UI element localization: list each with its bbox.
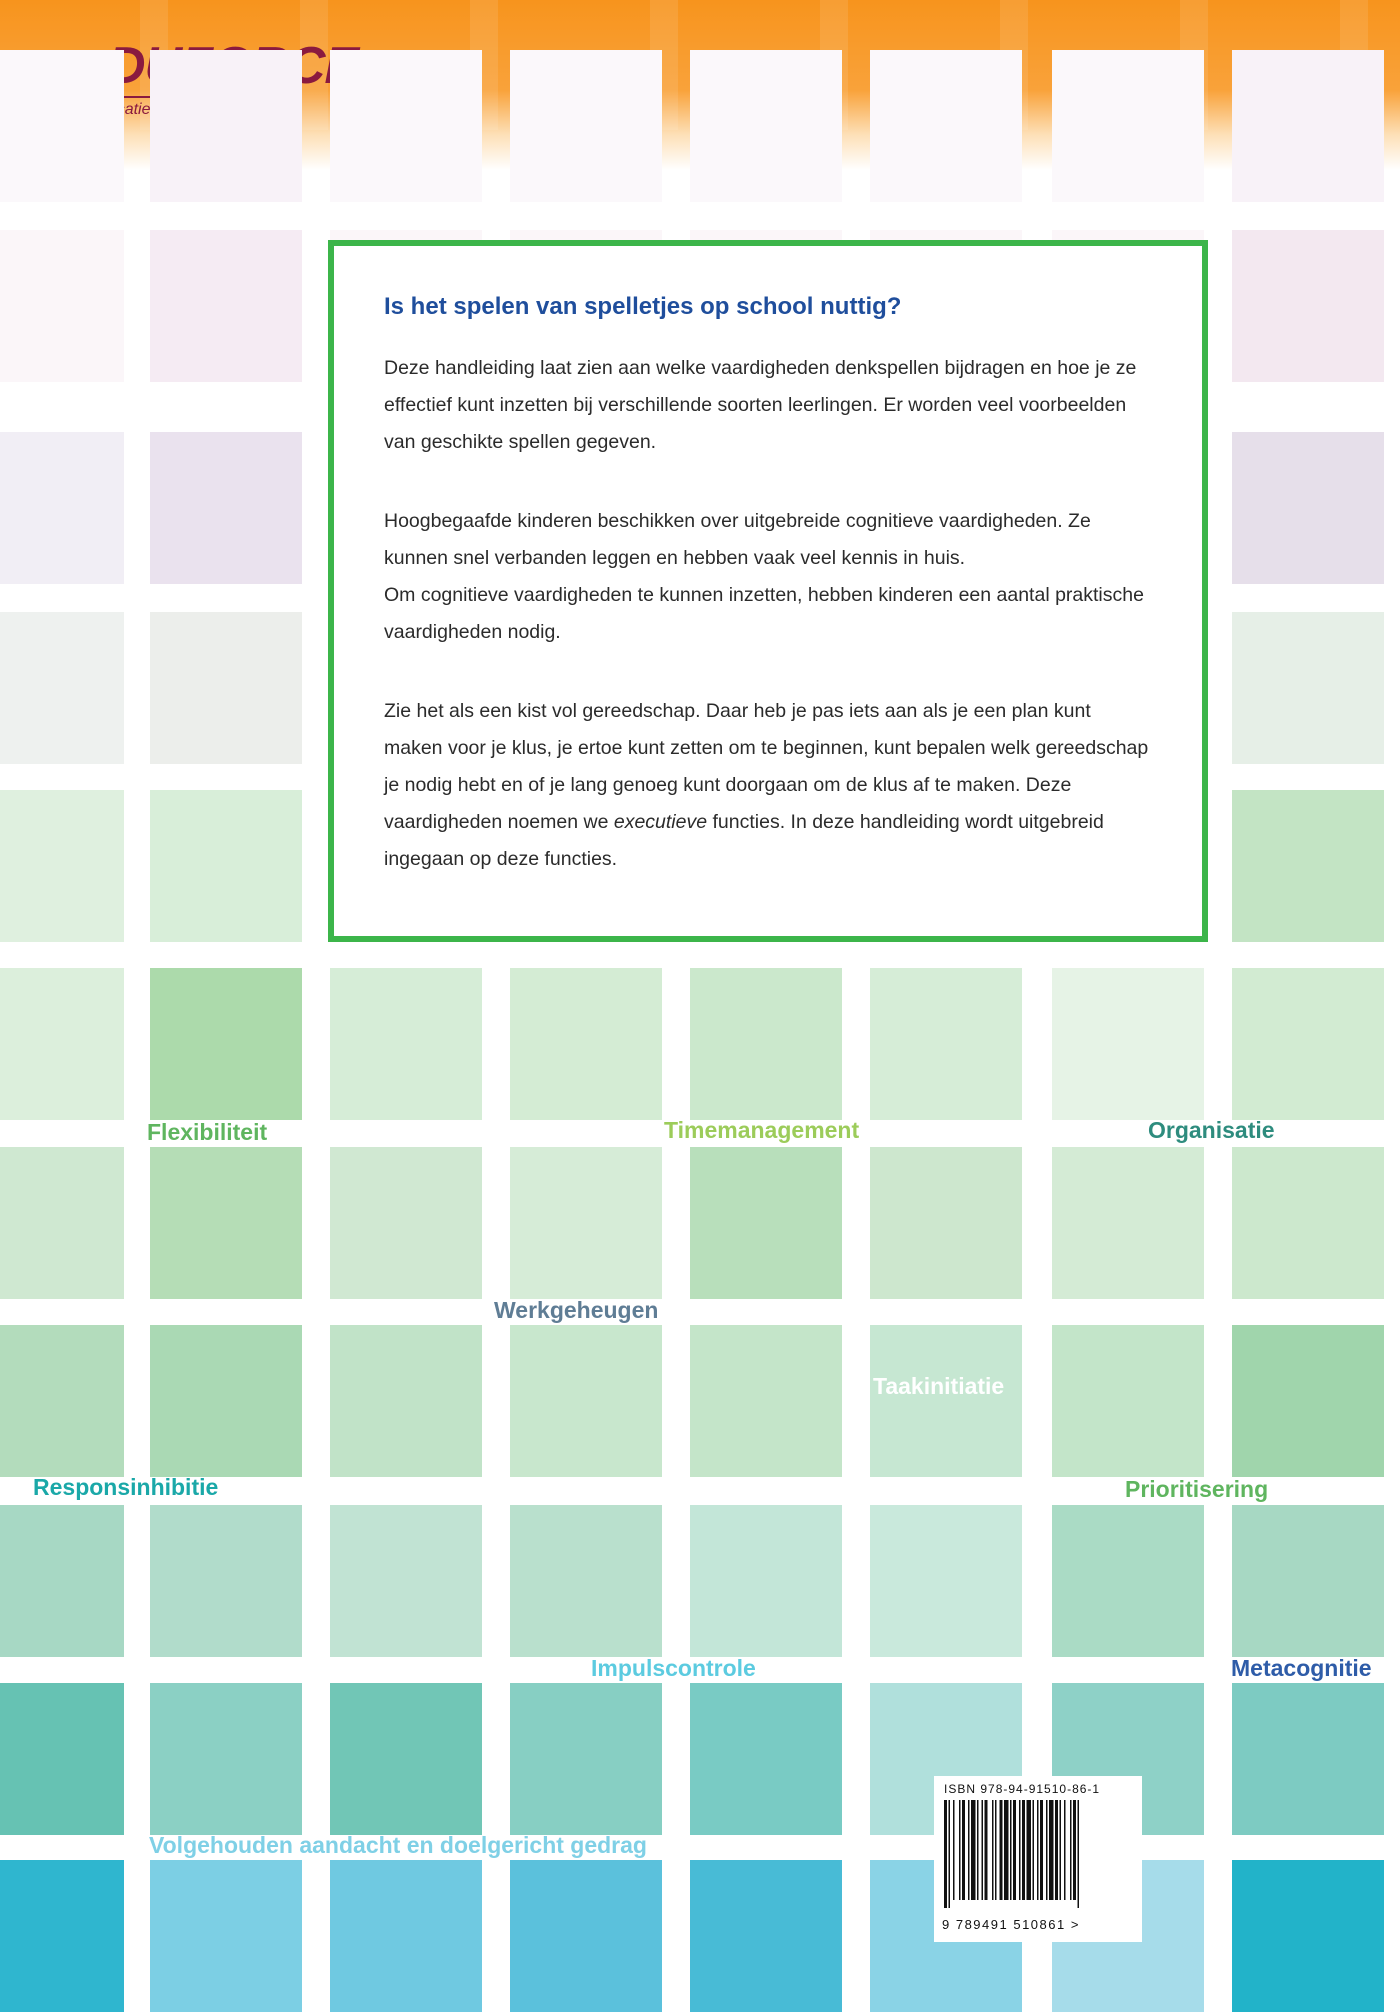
grid-tile [330, 1325, 482, 1477]
grid-tile [0, 1147, 124, 1299]
grid-tile [150, 1147, 302, 1299]
barcode-bar [1078, 1800, 1080, 1908]
grid-tile [330, 1683, 482, 1835]
barcode-bar [949, 1800, 951, 1908]
barcode-bar [992, 1800, 994, 1900]
grid-tile [150, 968, 302, 1120]
grid-tile [1052, 1147, 1204, 1299]
label-organisatie: Organisatie [1148, 1117, 1275, 1143]
barcode-bar [1022, 1800, 1025, 1900]
grid-tile [330, 1860, 482, 2012]
grid-tile [150, 1505, 302, 1657]
grid-tile [0, 1505, 124, 1657]
barcode-bar [977, 1800, 979, 1900]
grid-tile [690, 968, 842, 1120]
grid-tile [1232, 1147, 1384, 1299]
grid-tile [1232, 612, 1384, 764]
grid-tile [330, 968, 482, 1120]
grid-tile [870, 50, 1022, 202]
grid-tile [510, 1683, 662, 1835]
grid-tile [150, 1683, 302, 1835]
logo-tagline: educatieve [90, 101, 168, 118]
paragraph-3-start: Zie het als een kist vol gereedschap. Daar heb je pas iets aan als je een plan kunt maken voor je klus, je ertoe kunt zetten om te beginnen, kunt bepalen welk gereedschap je nodig hebt en of je lang genoeg kunt doorgaan om de klus af te maken. Deze vaardigheden noemen we [384, 700, 1149, 833]
grid-tile [150, 1325, 302, 1477]
barcode-bar [995, 1800, 997, 1900]
paragraph-1: Deze handleiding laat zien aan welke vaardigheden denkspellen bijdragen en hoe je ze effectief kunt inzetten bij verschillende soorten leerlingen. Er worden veel voorbeelden van geschikte spellen gegeven. [384, 357, 1137, 453]
grid-tile [1232, 50, 1384, 202]
grid-tile [150, 230, 302, 382]
paragraph-2 [384, 503, 1154, 651]
grid-tile [0, 612, 124, 764]
grid-tile [0, 968, 124, 1120]
barcode-bar [1010, 1800, 1012, 1900]
grid-tile [510, 1505, 662, 1657]
grid-tile [330, 50, 482, 202]
grid-tile [690, 50, 842, 202]
description-box [328, 240, 1208, 942]
grid-tile [0, 50, 124, 202]
grid-tile [870, 1325, 1022, 1477]
barcode-bar [1037, 1800, 1039, 1900]
grid-tile [510, 968, 662, 1120]
isbn-number: ISBN 978-94-91510-86-1 [944, 1782, 1101, 1796]
barcode-bar [1070, 1800, 1072, 1900]
grid-tile [690, 1505, 842, 1657]
grid-tile [870, 1147, 1022, 1299]
grid-tile [870, 968, 1022, 1120]
barcode-bar [1060, 1800, 1062, 1900]
grid-tile [0, 1683, 124, 1835]
grid-tile [690, 1325, 842, 1477]
grid-tile [150, 432, 302, 584]
grid-tile [1232, 432, 1384, 584]
grid-tile [1232, 1860, 1384, 2012]
barcode-bar [962, 1800, 965, 1900]
barcode-bars [940, 1800, 1136, 1912]
barcode-bar [1004, 1800, 1009, 1900]
barcode-bar [1049, 1800, 1054, 1900]
grid-tile [510, 50, 662, 202]
grid-tile [330, 1505, 482, 1657]
barcode-bar [1040, 1800, 1043, 1900]
grid-tile [0, 1860, 124, 2012]
grid-tile [690, 1860, 842, 2012]
grid-tile [1052, 1325, 1204, 1477]
grid-tile [150, 1860, 302, 2012]
paragraph-2-line-1: Hoogbegaafde kinderen beschikken over uitgebreide cognitieve vaardigheden. Ze kunnen snel verbanden leggen en hebben vaak veel kennis in huis. [384, 510, 1091, 569]
barcode-bar [1046, 1800, 1048, 1900]
label-prioritisering: Prioritisering [1125, 1476, 1269, 1502]
barcode-bar [953, 1800, 955, 1900]
barcode-bar [959, 1800, 961, 1900]
barcode-bar [944, 1800, 947, 1908]
grid-tile [0, 790, 124, 942]
barcode-bar [971, 1800, 976, 1900]
barcode-bar [968, 1800, 970, 1900]
paragraph-3-end: functies. In deze handleiding wordt uitgebreid ingegaan op deze functies. [384, 811, 1104, 870]
grid-tile [1052, 1505, 1204, 1657]
grid-tile [0, 230, 124, 382]
grid-tile [330, 1147, 482, 1299]
grid-tile [1052, 50, 1204, 202]
barcode-digits: 9 789491 510861 > [942, 1917, 1080, 1932]
grid-tile [150, 790, 302, 942]
barcode-bar [1033, 1800, 1035, 1900]
grid-tile [1232, 968, 1384, 1120]
label-timemanagement: Timemanagement [664, 1117, 860, 1143]
barcode-bar [1013, 1800, 1016, 1900]
barcode-bar [1073, 1800, 1076, 1900]
label-metacognitie: Metacognitie [1231, 1655, 1372, 1681]
label-impulscontrole: Impulscontrole [591, 1655, 756, 1681]
grid-tile [1232, 1325, 1384, 1477]
barcode-bar [982, 1800, 984, 1900]
grid-tile [510, 1147, 662, 1299]
grid-tile [0, 1325, 124, 1477]
grid-tile [870, 1505, 1022, 1657]
barcode-bar [1055, 1800, 1058, 1900]
grid-tile [1232, 1505, 1384, 1657]
grid-tile [150, 612, 302, 764]
label-flexibiliteit: Flexibiliteit [147, 1119, 268, 1145]
label-volgehouden-aandacht: Volgehouden aandacht en doelgericht gedrag [149, 1832, 647, 1858]
grid-tile [510, 1325, 662, 1477]
grid-tile [1232, 1683, 1384, 1835]
box-title: Is het spelen van spelletjes op school nuttig? [384, 293, 902, 320]
paragraph-3-emphasis: executieve [613, 811, 708, 833]
grid-tile [0, 432, 124, 584]
barcode-bar [1027, 1800, 1032, 1900]
label-responsinhibitie: Responsinhibitie [33, 1474, 219, 1500]
paragraph-2-line-2: Om cognitieve vaardigheden te kunnen inzetten, hebben kinderen een aantal praktische vaardigheden nodig. [384, 584, 1144, 643]
barcode-bar [985, 1800, 988, 1900]
grid-tile [510, 1860, 662, 2012]
grid-tile [1232, 790, 1384, 942]
isbn-barcode [934, 1776, 1142, 1942]
barcode-bar [1000, 1800, 1003, 1900]
grid-tile [150, 50, 302, 202]
paragraph-3 [384, 693, 1154, 878]
grid-tile [690, 1147, 842, 1299]
label-taakinitiatie: Taakinitiatie [873, 1373, 1005, 1399]
grid-tile [1052, 968, 1204, 1120]
grid-tile [1232, 230, 1384, 382]
barcode-bar [1064, 1800, 1066, 1900]
label-werkgeheugen: Werkgeheugen [494, 1297, 659, 1323]
grid-tile [690, 1683, 842, 1835]
barcode-bar [1019, 1800, 1021, 1900]
